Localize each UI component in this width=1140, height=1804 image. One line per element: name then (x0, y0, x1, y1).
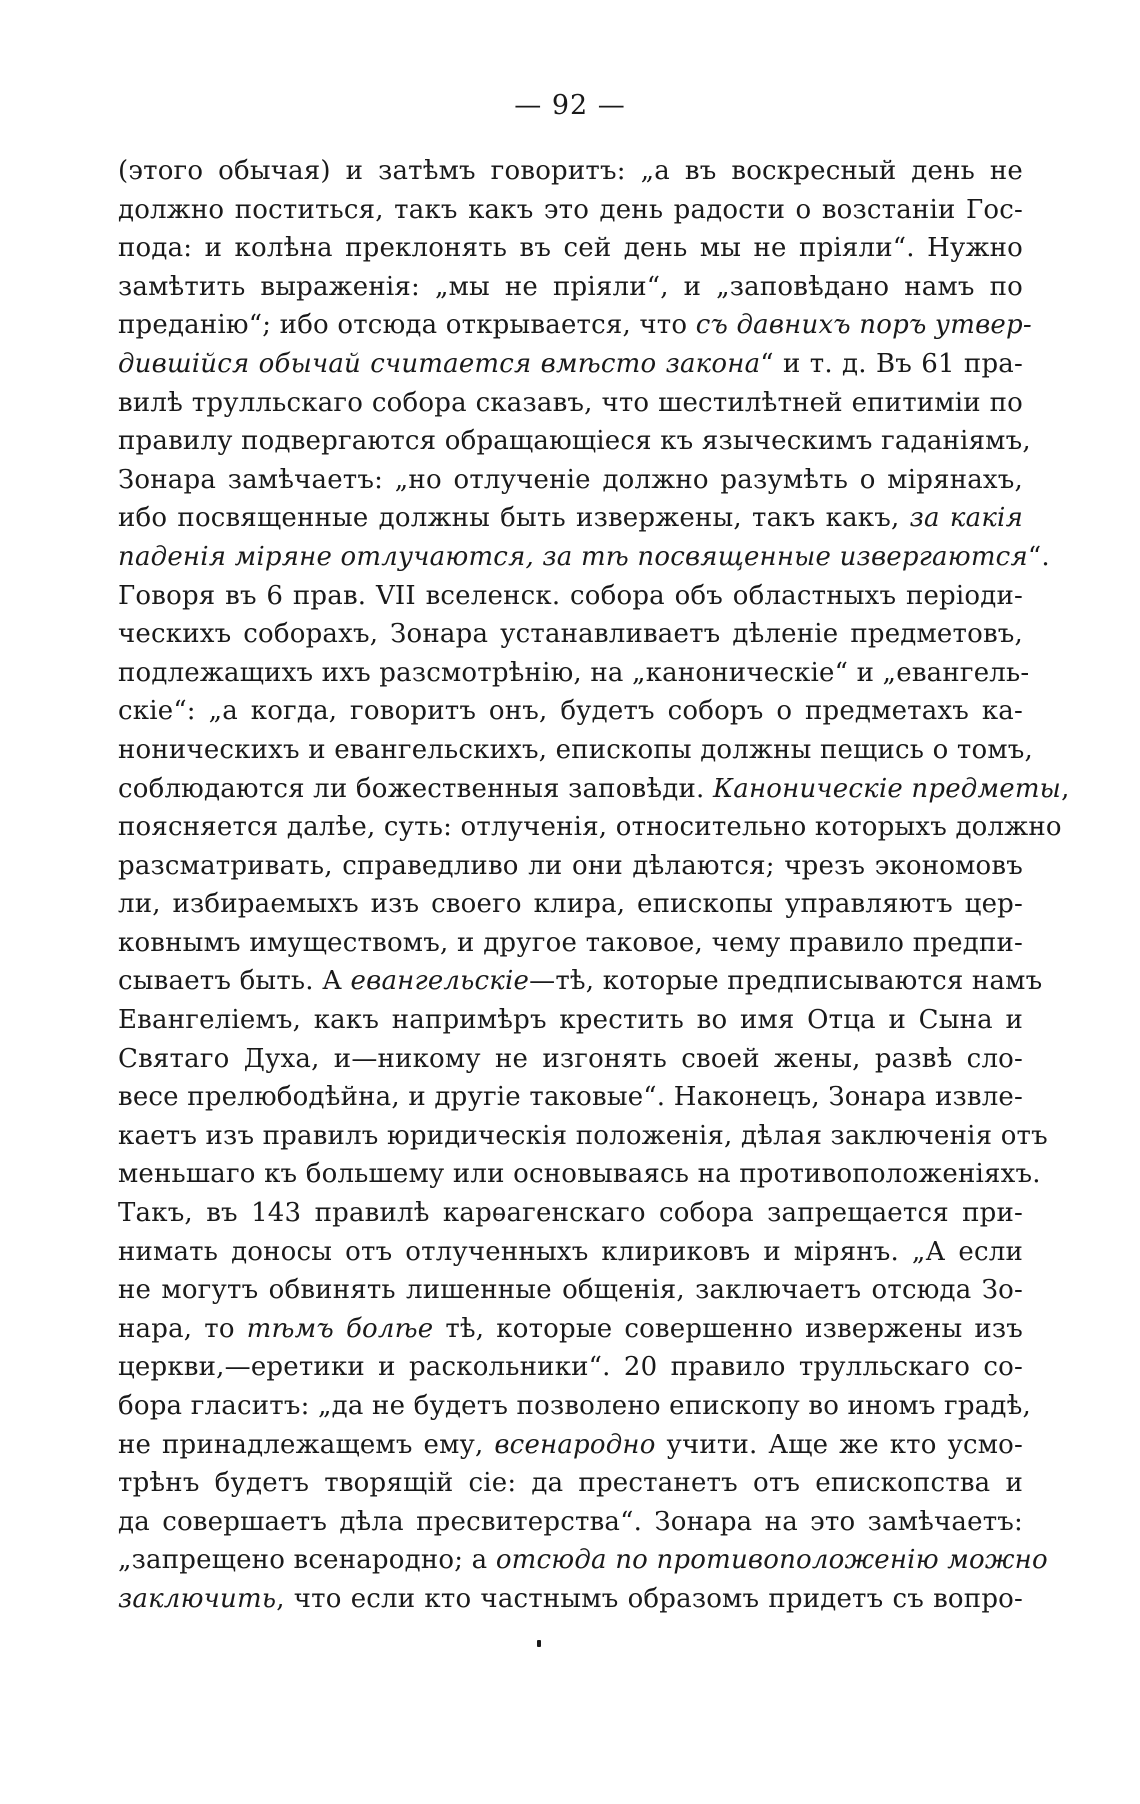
text-line (118, 1541, 1048, 1580)
text-line (118, 1155, 1041, 1194)
text-segment: подлежащихъ ихъ разсмотрѣнію, на „каноническіе“ и „евангель- (118, 657, 1030, 688)
text-segment: —тѣ, которые предписываются намъ (529, 966, 1043, 997)
text-line (118, 1117, 1048, 1156)
text-segment: , что если кто частнымъ образомъ придетъ съ вопро- (276, 1583, 1023, 1614)
text-segment: нимать доносы отъ отлученныхъ клириковъ и мірянъ. „А если (118, 1236, 1023, 1267)
text-segment: меньшаго къ большему или основываясь на противоположеніяхъ. (118, 1159, 1041, 1190)
text-segment: не принадлежащемъ ему, (118, 1429, 495, 1460)
text-segment: ноническихъ и евангельскихъ, епископы должны пещись о томъ, (118, 734, 1033, 765)
text-segment: “ и т. д. Въ 61 пра- (760, 348, 1023, 379)
text-line (118, 1078, 1023, 1117)
text-segment: весе прелюбодѣйна, и другіе таковые“. Наконецъ, Зонара извле- (118, 1082, 1023, 1113)
italic-text: паденія міряне отлучаются, за тѣ посвященные извергаются (118, 541, 1028, 572)
text-line (118, 692, 1023, 731)
text-segment: соблюдаются ли божественныя заповѣди. (118, 773, 713, 804)
text-segment: , (1061, 773, 1070, 804)
text-line (118, 654, 1030, 693)
text-line (118, 384, 1023, 423)
text-segment: „запрещено всенародно; а (118, 1545, 496, 1576)
text-segment: каетъ изъ правилъ юридическія положенія, дѣлая заключенія отъ (118, 1120, 1048, 1151)
italic-text: за какія (909, 503, 1023, 534)
text-line (118, 847, 1023, 886)
text-segment: Зонара замѣчаетъ: „но отлученіе должно разумѣть о мірянахъ, (118, 464, 1023, 495)
text-line (118, 1580, 1023, 1619)
text-segment: трѣнъ будетъ творящій сіе: да престанетъ отъ епископства и (118, 1468, 1023, 1499)
text-line (118, 229, 1023, 268)
text-segment: не могутъ обвинять лишенные общенія, заключаетъ отсюда Зо- (118, 1275, 1023, 1306)
text-line (118, 422, 1031, 461)
text-line (118, 1271, 1023, 1310)
text-line (118, 1387, 1031, 1426)
italic-text: дившійся обычай считается вмѣсто закона (118, 348, 761, 379)
text-line (118, 152, 1023, 191)
text-line (118, 1426, 1023, 1465)
text-segment: пода: и колѣна преклонять въ сей день мы не пріяли“. Нужно (118, 233, 1023, 264)
italic-text: всенародно (494, 1429, 656, 1460)
text-line (118, 1233, 1023, 1272)
text-line (118, 1348, 1023, 1387)
text-line (118, 731, 1033, 770)
text-line (118, 808, 1062, 847)
text-segment: замѣтить выраженія: „мы не пріяли“, и „заповѣдано намъ по (118, 271, 1023, 302)
text-segment: скіе“: „а когда, говоритъ онъ, будетъ соборъ о предметахъ ка- (118, 696, 1023, 727)
text-segment: ли, избираемыхъ изъ своего клира, епископы управляютъ цер- (118, 889, 1023, 920)
text-segment: разсматривать, справедливо ли они дѣлаются; чрезъ экономовъ (118, 850, 1023, 881)
text-segment: сываетъ быть. А (118, 966, 351, 997)
text-segment: “. (1027, 541, 1050, 572)
text-segment: преданію“; ибо отсюда открывается, что (118, 310, 696, 341)
text-line (118, 1310, 1023, 1349)
text-segment: Святаго Духа, и—никому не изгонять своей жены, развѣ сло- (118, 1043, 1023, 1074)
text-segment: ковнымъ имуществомъ, и другое таковое, чему правило предпи- (118, 927, 1023, 958)
text-line (118, 1464, 1023, 1503)
text-segment: церкви,—еретики и раскольники“. 20 правило трулльскаго со- (118, 1352, 1023, 1383)
text-segment: Такъ, въ 143 правилѣ карѳагенскаго собора запрещается при- (118, 1198, 1023, 1229)
italic-text: евангельскіе (350, 966, 530, 997)
text-line (118, 461, 1023, 500)
text-segment: учити. Аще же кто усмо- (655, 1429, 1023, 1460)
text-segment: ибо посвященные должны быть извержены, такъ какъ, (118, 503, 910, 534)
text-line (118, 1040, 1023, 1079)
text-line (118, 924, 1023, 963)
text-line (118, 962, 1043, 1001)
italic-text: отсюда по противоположенію можно (495, 1545, 1048, 1576)
text-segment: Говоря въ 6 прав. VII вселенск. собора объ областныхъ періоди- (118, 580, 1023, 611)
text-line (118, 1194, 1023, 1233)
text-segment: вилѣ трулльскаго собора сказавъ, что шестилѣтней епитиміи по (118, 387, 1023, 418)
text-segment: правилу подвергаются обращающіеся къ языческимъ гаданіямъ, (118, 426, 1031, 457)
text-line (118, 345, 1023, 384)
italic-text: заключить (118, 1583, 277, 1614)
page-number: — 92 — (514, 90, 626, 121)
text-segment: Евангеліемъ, какъ напримѣръ крестить во имя Отца и Сына и (118, 1005, 1023, 1036)
text-segment: (этого обычая) и затѣмъ говоритъ: „а въ воскресный день не (118, 156, 1023, 186)
ink-mark (537, 1640, 541, 1647)
text-line (118, 191, 1023, 230)
text-segment: нара, то (118, 1313, 247, 1344)
italic-text: тѣмъ болѣе (246, 1313, 434, 1344)
text-line (118, 1001, 1023, 1040)
text-line (118, 268, 1023, 307)
text-segment: поясняется далѣе, суть: отлученія, относительно которыхъ должно (118, 812, 1062, 843)
text-line (118, 538, 1050, 577)
text-segment: должно поститься, такъ какъ это день радости о возстаніи Гос- (118, 194, 1023, 225)
text-line (118, 306, 1032, 345)
text-segment: ческихъ соборахъ, Зонара устанавливаетъ дѣленіе предметовъ, (118, 619, 1023, 650)
italic-text: съ давнихъ поръ утвер- (695, 310, 1032, 341)
text-line (118, 1503, 1023, 1542)
text-line (118, 885, 1023, 924)
text-segment: бора гласитъ: „да не будетъ позволено епископу во иномъ градѣ, (118, 1391, 1031, 1421)
text-segment: да совершаетъ дѣла пресвитерства“. Зонара на это замѣчаетъ: (118, 1506, 1023, 1537)
text-line (118, 499, 1023, 538)
text-line (118, 770, 1070, 809)
italic-text: Каноническіе предметы (712, 773, 1062, 804)
text-segment: тѣ, которые совершенно извержены изъ (433, 1313, 1024, 1344)
body-text (118, 152, 1070, 1619)
text-line (118, 615, 1023, 654)
text-line (118, 577, 1023, 616)
